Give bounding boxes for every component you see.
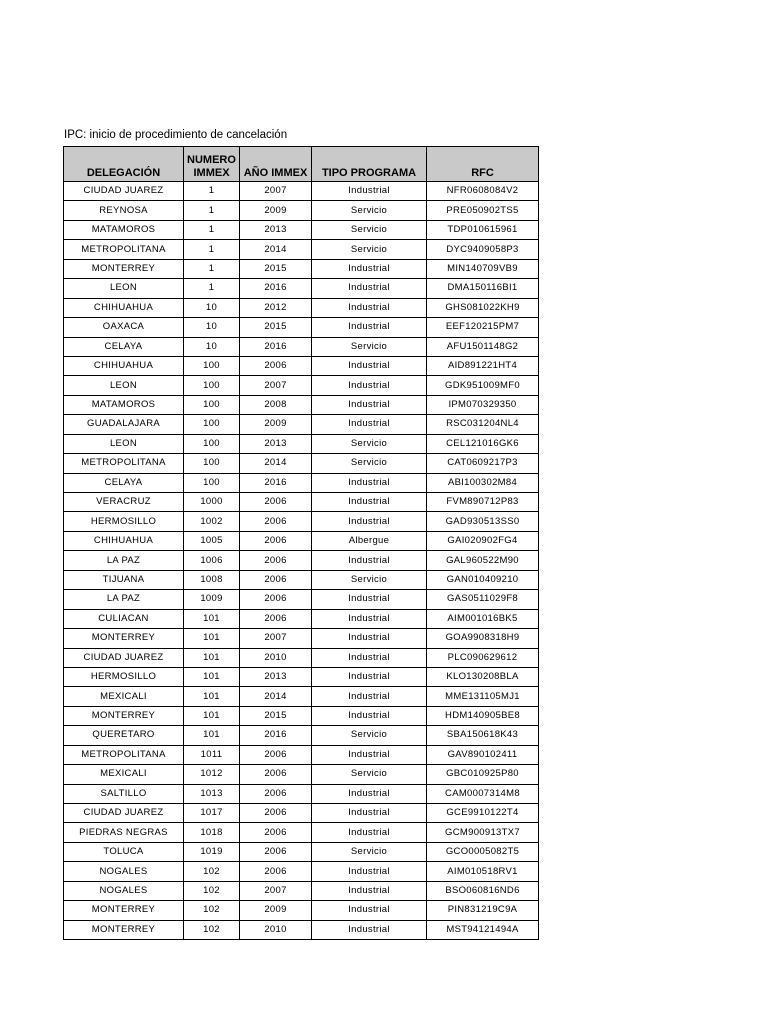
table-row — [64, 298, 539, 317]
cell-delegacion: HERMOSILLO — [64, 512, 184, 531]
cell-numero-immex: 1000 — [184, 493, 240, 512]
cell-delegacion: REYNOSA — [64, 201, 184, 220]
cell-numero-immex: 102 — [184, 881, 240, 900]
table-row — [64, 862, 539, 881]
cell-tipo-programa: Industrial — [312, 706, 427, 725]
cell-ano-immex: 2014 — [240, 240, 312, 259]
cell-delegacion: CELAYA — [64, 473, 184, 492]
cell-ano-immex: 2006 — [240, 531, 312, 550]
header-ano-immex: AÑO IMMEX — [240, 147, 312, 182]
table-row — [64, 240, 539, 259]
cell-rfc: GCO0005082T5 — [427, 842, 539, 861]
cell-ano-immex: 2010 — [240, 920, 312, 939]
cell-tipo-programa: Industrial — [312, 473, 427, 492]
header-numero-immex — [184, 147, 240, 182]
table-row — [64, 706, 539, 725]
cell-numero-immex: 101 — [184, 687, 240, 706]
cell-numero-immex: 1017 — [184, 804, 240, 823]
cell-ano-immex: 2006 — [240, 609, 312, 628]
cell-ano-immex: 2016 — [240, 726, 312, 745]
cell-tipo-programa: Industrial — [312, 551, 427, 570]
cancellation-table — [63, 146, 539, 940]
cell-tipo-programa: Industrial — [312, 493, 427, 512]
cell-tipo-programa: Servicio — [312, 726, 427, 745]
cell-ano-immex: 2014 — [240, 687, 312, 706]
cell-numero-immex: 100 — [184, 454, 240, 473]
cell-ano-immex: 2007 — [240, 629, 312, 648]
table-row — [64, 512, 539, 531]
cell-numero-immex: 100 — [184, 473, 240, 492]
table-row — [64, 629, 539, 648]
cell-ano-immex: 2013 — [240, 434, 312, 453]
cell-numero-immex: 100 — [184, 415, 240, 434]
cell-numero-immex: 1002 — [184, 512, 240, 531]
table-row — [64, 182, 539, 201]
cell-numero-immex: 101 — [184, 726, 240, 745]
cell-rfc: DMA150116BI1 — [427, 279, 539, 298]
table-row — [64, 201, 539, 220]
cell-tipo-programa: Industrial — [312, 629, 427, 648]
cell-rfc: TDP010615961 — [427, 220, 539, 239]
cell-delegacion: TIJUANA — [64, 570, 184, 589]
cell-ano-immex: 2015 — [240, 706, 312, 725]
table-row — [64, 279, 539, 298]
cell-rfc: MST94121494A — [427, 920, 539, 939]
cell-rfc: GAN010409210 — [427, 570, 539, 589]
cell-ano-immex: 2008 — [240, 395, 312, 414]
cell-delegacion: CIUDAD JUAREZ — [64, 804, 184, 823]
cell-delegacion: MONTERREY — [64, 629, 184, 648]
table-row — [64, 765, 539, 784]
cell-numero-immex: 102 — [184, 901, 240, 920]
cell-delegacion: CIUDAD JUAREZ — [64, 182, 184, 201]
cell-delegacion: MEXICALI — [64, 765, 184, 784]
cell-numero-immex: 1 — [184, 201, 240, 220]
cell-numero-immex: 100 — [184, 434, 240, 453]
table-row — [64, 259, 539, 278]
cell-tipo-programa: Industrial — [312, 279, 427, 298]
cell-ano-immex: 2006 — [240, 551, 312, 570]
cell-ano-immex: 2006 — [240, 804, 312, 823]
cell-ano-immex: 2009 — [240, 901, 312, 920]
header-tipo-programa: TIPO PROGRAMA — [312, 147, 427, 182]
cell-tipo-programa: Industrial — [312, 512, 427, 531]
cell-ano-immex: 2016 — [240, 473, 312, 492]
cell-rfc: GAS0511029F8 — [427, 590, 539, 609]
cell-tipo-programa: Industrial — [312, 823, 427, 842]
cell-tipo-programa: Industrial — [312, 609, 427, 628]
cell-numero-immex: 10 — [184, 337, 240, 356]
header-numero-line1: NUMERO — [187, 154, 236, 166]
cell-delegacion: OAXACA — [64, 318, 184, 337]
cell-tipo-programa: Industrial — [312, 318, 427, 337]
cell-tipo-programa: Industrial — [312, 415, 427, 434]
cell-numero-immex: 1 — [184, 279, 240, 298]
cell-delegacion: TOLUCA — [64, 842, 184, 861]
cell-ano-immex: 2006 — [240, 493, 312, 512]
cell-numero-immex: 1 — [184, 220, 240, 239]
cell-rfc: MIN140709VB9 — [427, 259, 539, 278]
cell-tipo-programa: Servicio — [312, 454, 427, 473]
cell-rfc: AIM001016BK5 — [427, 609, 539, 628]
cell-numero-immex: 100 — [184, 356, 240, 375]
cell-rfc: CAM0007314M8 — [427, 784, 539, 803]
cell-numero-immex: 1006 — [184, 551, 240, 570]
table-row — [64, 901, 539, 920]
cell-ano-immex: 2009 — [240, 201, 312, 220]
table-row — [64, 590, 539, 609]
cell-rfc: FVM890712P83 — [427, 493, 539, 512]
cell-delegacion: CIUDAD JUAREZ — [64, 648, 184, 667]
cell-ano-immex: 2006 — [240, 784, 312, 803]
cell-numero-immex: 101 — [184, 648, 240, 667]
table-row — [64, 609, 539, 628]
table-body — [64, 182, 539, 940]
cell-rfc: GDK951009MF0 — [427, 376, 539, 395]
cell-rfc: DYC9409058P3 — [427, 240, 539, 259]
cell-delegacion: CHIHUAHUA — [64, 356, 184, 375]
cell-delegacion: CHIHUAHUA — [64, 298, 184, 317]
cell-numero-immex: 1005 — [184, 531, 240, 550]
cell-tipo-programa: Industrial — [312, 687, 427, 706]
cell-tipo-programa: Industrial — [312, 356, 427, 375]
cell-numero-immex: 1008 — [184, 570, 240, 589]
cell-delegacion: NOGALES — [64, 862, 184, 881]
cell-numero-immex: 101 — [184, 629, 240, 648]
table-row — [64, 434, 539, 453]
header-numero-line2: IMMEX — [193, 167, 230, 179]
table-row — [64, 551, 539, 570]
cell-delegacion: NOGALES — [64, 881, 184, 900]
cell-rfc: AIM010518RV1 — [427, 862, 539, 881]
cell-tipo-programa: Industrial — [312, 920, 427, 939]
cell-numero-immex: 100 — [184, 395, 240, 414]
cell-delegacion: MATAMOROS — [64, 395, 184, 414]
cell-numero-immex: 1012 — [184, 765, 240, 784]
table-row — [64, 842, 539, 861]
cell-rfc: PRE050902TS5 — [427, 201, 539, 220]
table-row — [64, 415, 539, 434]
cell-ano-immex: 2007 — [240, 881, 312, 900]
cell-ano-immex: 2007 — [240, 376, 312, 395]
cell-rfc: GAL960522M90 — [427, 551, 539, 570]
cell-rfc: MME131105MJ1 — [427, 687, 539, 706]
cell-rfc: GAI020902FG4 — [427, 531, 539, 550]
cell-ano-immex: 2015 — [240, 318, 312, 337]
cell-rfc: BSO060816ND6 — [427, 881, 539, 900]
cell-ano-immex: 2009 — [240, 415, 312, 434]
cell-rfc: GBC010925P80 — [427, 765, 539, 784]
table-header-row — [64, 147, 539, 182]
cell-rfc: GAD930513SS0 — [427, 512, 539, 531]
cell-ano-immex: 2006 — [240, 842, 312, 861]
cell-numero-immex: 101 — [184, 706, 240, 725]
table-row — [64, 667, 539, 686]
cell-numero-immex: 101 — [184, 609, 240, 628]
cell-ano-immex: 2006 — [240, 862, 312, 881]
cell-tipo-programa: Industrial — [312, 298, 427, 317]
cell-rfc: EEF120215PM7 — [427, 318, 539, 337]
cell-numero-immex: 1 — [184, 240, 240, 259]
cell-rfc: PLC090629612 — [427, 648, 539, 667]
cell-rfc: ABI100302M84 — [427, 473, 539, 492]
cell-rfc: GOA9908318H9 — [427, 629, 539, 648]
table-row — [64, 376, 539, 395]
cell-ano-immex: 2014 — [240, 454, 312, 473]
cell-rfc: IPM070329350 — [427, 395, 539, 414]
cell-tipo-programa: Industrial — [312, 395, 427, 414]
cell-delegacion: SALTILLO — [64, 784, 184, 803]
table-row — [64, 823, 539, 842]
cell-rfc: NFR0608084V2 — [427, 182, 539, 201]
cell-numero-immex: 102 — [184, 920, 240, 939]
header-rfc: RFC — [427, 147, 539, 182]
table-row — [64, 726, 539, 745]
table-row — [64, 687, 539, 706]
cell-ano-immex: 2006 — [240, 745, 312, 764]
cell-numero-immex: 101 — [184, 667, 240, 686]
table-row — [64, 881, 539, 900]
cell-tipo-programa: Industrial — [312, 784, 427, 803]
table-row — [64, 356, 539, 375]
cell-numero-immex: 1 — [184, 259, 240, 278]
cell-rfc: GAV890102411 — [427, 745, 539, 764]
cell-numero-immex: 1018 — [184, 823, 240, 842]
cell-rfc: KLO130208BLA — [427, 667, 539, 686]
page-title: IPC: inicio de procedimiento de cancelación — [64, 129, 288, 141]
cell-numero-immex: 10 — [184, 318, 240, 337]
cell-rfc: CAT0609217P3 — [427, 454, 539, 473]
table-row — [64, 531, 539, 550]
cell-delegacion: MONTERREY — [64, 706, 184, 725]
cell-numero-immex: 100 — [184, 376, 240, 395]
table-row — [64, 493, 539, 512]
cell-numero-immex: 1013 — [184, 784, 240, 803]
cell-delegacion: LEON — [64, 434, 184, 453]
table-row — [64, 473, 539, 492]
cell-ano-immex: 2006 — [240, 590, 312, 609]
cell-delegacion: CELAYA — [64, 337, 184, 356]
cell-rfc: PIN831219C9A — [427, 901, 539, 920]
table-row — [64, 220, 539, 239]
cell-ano-immex: 2013 — [240, 667, 312, 686]
cell-numero-immex: 1 — [184, 182, 240, 201]
cell-numero-immex: 1019 — [184, 842, 240, 861]
cell-ano-immex: 2006 — [240, 512, 312, 531]
cell-delegacion: METROPOLITANA — [64, 745, 184, 764]
cell-ano-immex: 2012 — [240, 298, 312, 317]
cell-ano-immex: 2007 — [240, 182, 312, 201]
cell-ano-immex: 2006 — [240, 356, 312, 375]
cell-tipo-programa: Industrial — [312, 376, 427, 395]
cell-tipo-programa: Industrial — [312, 648, 427, 667]
cell-delegacion: MEXICALI — [64, 687, 184, 706]
cell-delegacion: CULIACAN — [64, 609, 184, 628]
cell-tipo-programa: Industrial — [312, 862, 427, 881]
cell-tipo-programa: Servicio — [312, 765, 427, 784]
table-row — [64, 784, 539, 803]
cell-delegacion: MONTERREY — [64, 259, 184, 278]
cell-rfc: GHS081022KH9 — [427, 298, 539, 317]
table-row — [64, 454, 539, 473]
cell-delegacion: QUERETARO — [64, 726, 184, 745]
cell-numero-immex: 10 — [184, 298, 240, 317]
cell-ano-immex: 2006 — [240, 823, 312, 842]
cell-tipo-programa: Servicio — [312, 201, 427, 220]
cell-ano-immex: 2006 — [240, 765, 312, 784]
cell-rfc: HDM140905BE8 — [427, 706, 539, 725]
cell-rfc: RSC031204NL4 — [427, 415, 539, 434]
cell-ano-immex: 2006 — [240, 570, 312, 589]
cell-delegacion: GUADALAJARA — [64, 415, 184, 434]
table-row — [64, 570, 539, 589]
cell-delegacion: HERMOSILLO — [64, 667, 184, 686]
cell-ano-immex: 2015 — [240, 259, 312, 278]
cell-numero-immex: 1009 — [184, 590, 240, 609]
table-row — [64, 745, 539, 764]
cell-delegacion: PIEDRAS NEGRAS — [64, 823, 184, 842]
table-row — [64, 337, 539, 356]
cell-tipo-programa: Industrial — [312, 901, 427, 920]
cell-numero-immex: 1011 — [184, 745, 240, 764]
cell-delegacion: MATAMOROS — [64, 220, 184, 239]
cell-delegacion: METROPOLITANA — [64, 240, 184, 259]
cell-rfc: CEL121016GK6 — [427, 434, 539, 453]
cell-tipo-programa: Servicio — [312, 337, 427, 356]
table-row — [64, 920, 539, 939]
cell-delegacion: LA PAZ — [64, 551, 184, 570]
cell-tipo-programa: Albergue — [312, 531, 427, 550]
cell-rfc: AID891221HT4 — [427, 356, 539, 375]
cell-tipo-programa: Servicio — [312, 570, 427, 589]
table-row — [64, 804, 539, 823]
cell-delegacion: LA PAZ — [64, 590, 184, 609]
cell-ano-immex: 2010 — [240, 648, 312, 667]
cell-rfc: AFU1501148G2 — [427, 337, 539, 356]
cell-ano-immex: 2013 — [240, 220, 312, 239]
cell-ano-immex: 2016 — [240, 279, 312, 298]
cell-delegacion: VERACRUZ — [64, 493, 184, 512]
cell-tipo-programa: Industrial — [312, 881, 427, 900]
table-row — [64, 395, 539, 414]
cell-tipo-programa: Servicio — [312, 434, 427, 453]
cell-delegacion: METROPOLITANA — [64, 454, 184, 473]
cell-ano-immex: 2016 — [240, 337, 312, 356]
cell-delegacion: CHIHUAHUA — [64, 531, 184, 550]
cell-tipo-programa: Servicio — [312, 240, 427, 259]
cell-numero-immex: 102 — [184, 862, 240, 881]
cell-rfc: GCE9910122T4 — [427, 804, 539, 823]
cell-tipo-programa: Industrial — [312, 182, 427, 201]
table-row — [64, 648, 539, 667]
cell-tipo-programa: Servicio — [312, 220, 427, 239]
cell-tipo-programa: Industrial — [312, 590, 427, 609]
table-row — [64, 318, 539, 337]
header-delegacion: DELEGACIÓN — [64, 147, 184, 182]
cell-delegacion: MONTERREY — [64, 920, 184, 939]
cell-delegacion: LEON — [64, 279, 184, 298]
cell-delegacion: LEON — [64, 376, 184, 395]
cell-tipo-programa: Industrial — [312, 804, 427, 823]
cell-tipo-programa: Industrial — [312, 667, 427, 686]
cell-tipo-programa: Industrial — [312, 745, 427, 764]
cell-tipo-programa: Industrial — [312, 259, 427, 278]
cell-delegacion: MONTERREY — [64, 901, 184, 920]
cell-rfc: SBA150618K43 — [427, 726, 539, 745]
cell-rfc: GCM900913TX7 — [427, 823, 539, 842]
cell-tipo-programa: Servicio — [312, 842, 427, 861]
